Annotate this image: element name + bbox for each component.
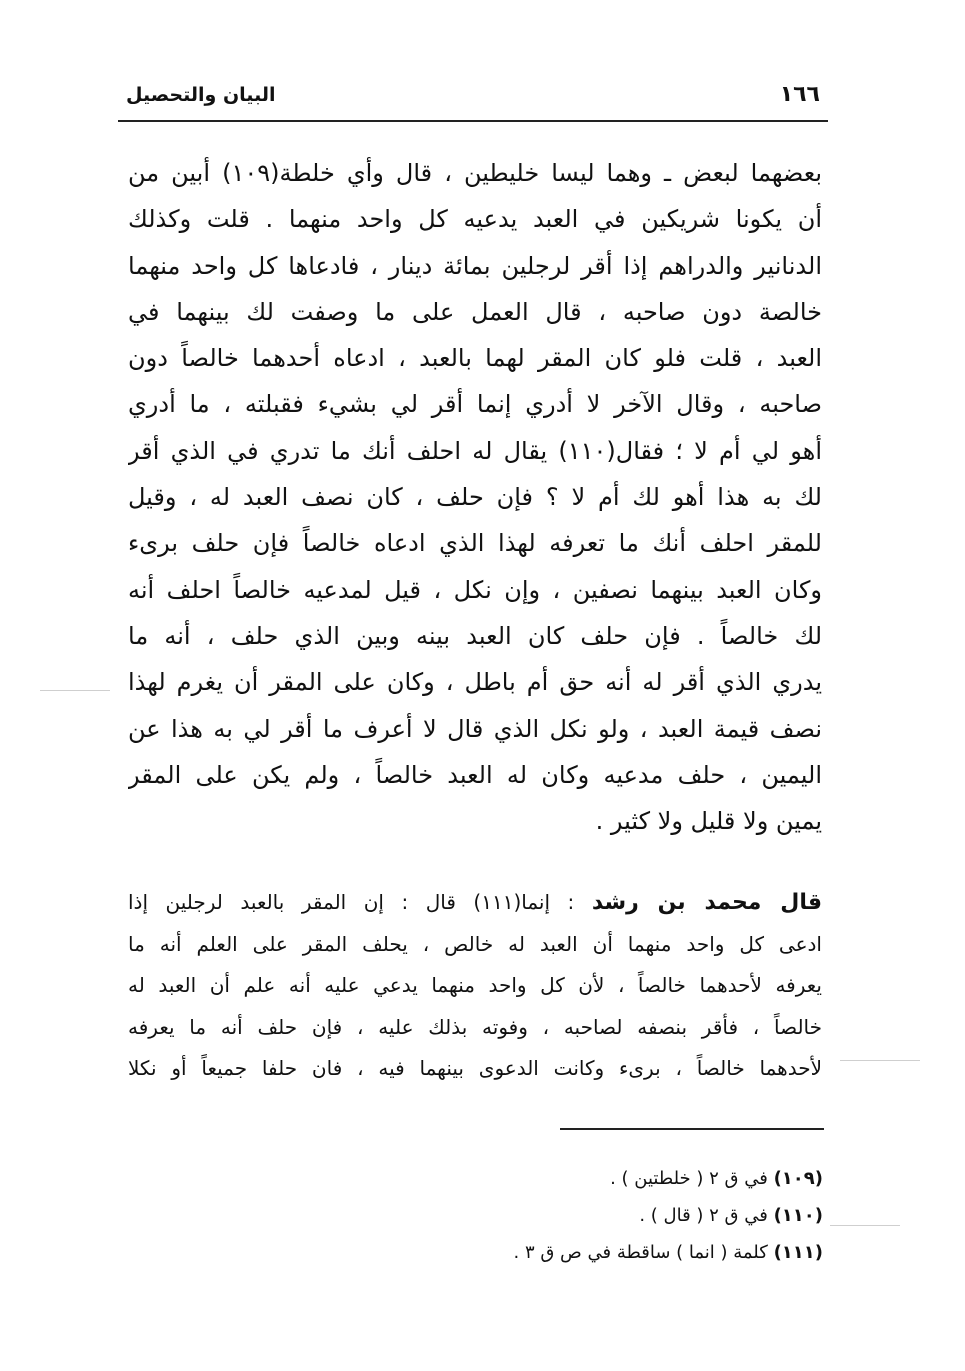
scan-artifact (840, 1060, 920, 1061)
text-line: أن يكونا شريكين في العبد يدعيه كل واحد منهما . قلت وكذلك (128, 205, 822, 234)
commentary-line: لأحدهما خالصاً ، برىء وكانت الدعوى بينهما فيه ، فان حلفا جميعاً أو نكلا (128, 1056, 822, 1081)
footnote-number: (١١٠) (773, 1205, 823, 1226)
header-rule (118, 120, 828, 122)
text-line: للمقر احلف أنك ما تعرفه لهذا الذي ادعاه خالصاً فإن حلف برىء (128, 529, 822, 558)
text-line: وكان العبد بينهما نصفين ، وإن نكل ، قيل لمدعيه خالصاً احلف أنه (128, 575, 822, 604)
text-line: خالصة دون صاحبه ، قال العمل على ما وصفت لك بينهما في (128, 297, 822, 326)
commentary-first-line-rest: : إنما(١١١) قال : إن المقر بالعبد لرجلين إذا (128, 890, 592, 914)
text-line: نصف قيمة العبد ، ولو نكل الذي قال لا أعرف ما أقر لي به هذا عن (128, 714, 822, 743)
commentary-lead: قال محمد بن رشد (591, 890, 822, 915)
footnote-number: (١١١) (773, 1242, 823, 1263)
footnotes-block (403, 1160, 823, 1271)
text-line: بعضهما لبعض ـ وهما ليسا خليطين ، قال وأي خلطة(١٠٩) أبين من (128, 159, 822, 187)
commentary-block (128, 882, 822, 1090)
page-number: ١٦٦ (779, 82, 820, 107)
footnote (403, 1197, 823, 1234)
text-line: يمين ولا قليل ولا كثير . (595, 807, 822, 836)
page-header (118, 78, 826, 118)
footnote-text: في ق ٢ ( خلطتين ) . (610, 1168, 774, 1189)
footnote-text: كلمة ( انما ) ساقطة في ص ق ٣ . (513, 1242, 774, 1263)
commentary-line: خالصاً ، فأقر بنصفه لصاحبه ، وفوته بذلك عليه ، فإن حلف أنه ما يعرفه (128, 1014, 822, 1039)
text-line: أهو لي أم لا ؛ فقال(١١٠) يقال له احلف أنك ما تدري في الذي أقر (128, 436, 822, 465)
footnote (403, 1234, 823, 1271)
text-line: الدنانير والدراهم إذا أقر لرجلين بمائة دينار ، فادعاها كل واحد منهما (128, 251, 822, 280)
text-line: اليمين ، حلف مدعيه وكان له العبد خالصاً ، ولم يكن على المقر (128, 760, 822, 789)
scan-artifact (830, 1225, 900, 1226)
running-title: البيان والتحصيل (126, 84, 276, 106)
text-line: لك به هذا أهو لك أم لا ؟ فإن حلف ، كان نصف العبد له ، وقيل (128, 483, 822, 512)
commentary-line: ادعى كل واحد منهما أن العبد له خالص ، يحلف المقر على العلم أنه ما (128, 931, 822, 956)
commentary-line: يعرفه لأحدهما خالصاً ، لأن كل واحد منهما يدعي عليه أنه علم أن العبد له (128, 973, 822, 998)
footnote-text: في ق ٢ ( قال ) . (639, 1205, 774, 1226)
commentary-first-line (128, 882, 822, 924)
footnote-rule (560, 1128, 824, 1130)
footnote (403, 1160, 823, 1197)
text-line: لك خالصاً . فإن حلف كان العبد بينه وبين الذي حلف ، أنه ما (128, 621, 822, 650)
text-line: صاحبه ، وقال الآخر لا أدري إنما أقر لي بشيء فقبلته ، ما أدري (128, 390, 822, 419)
scan-artifact (40, 690, 110, 691)
footnote-number: (١٠٩) (773, 1168, 823, 1189)
main-text-block (128, 150, 822, 844)
text-line: العبد ، قلت فلو كان المقر لهما بالعبد ، ادعاه أحدهما خالصاً دون (128, 344, 822, 373)
text-line: يدري الذي أقر له أنه حق أم باطل ، وكان على المقر أن يغرم لهذا (128, 668, 822, 697)
